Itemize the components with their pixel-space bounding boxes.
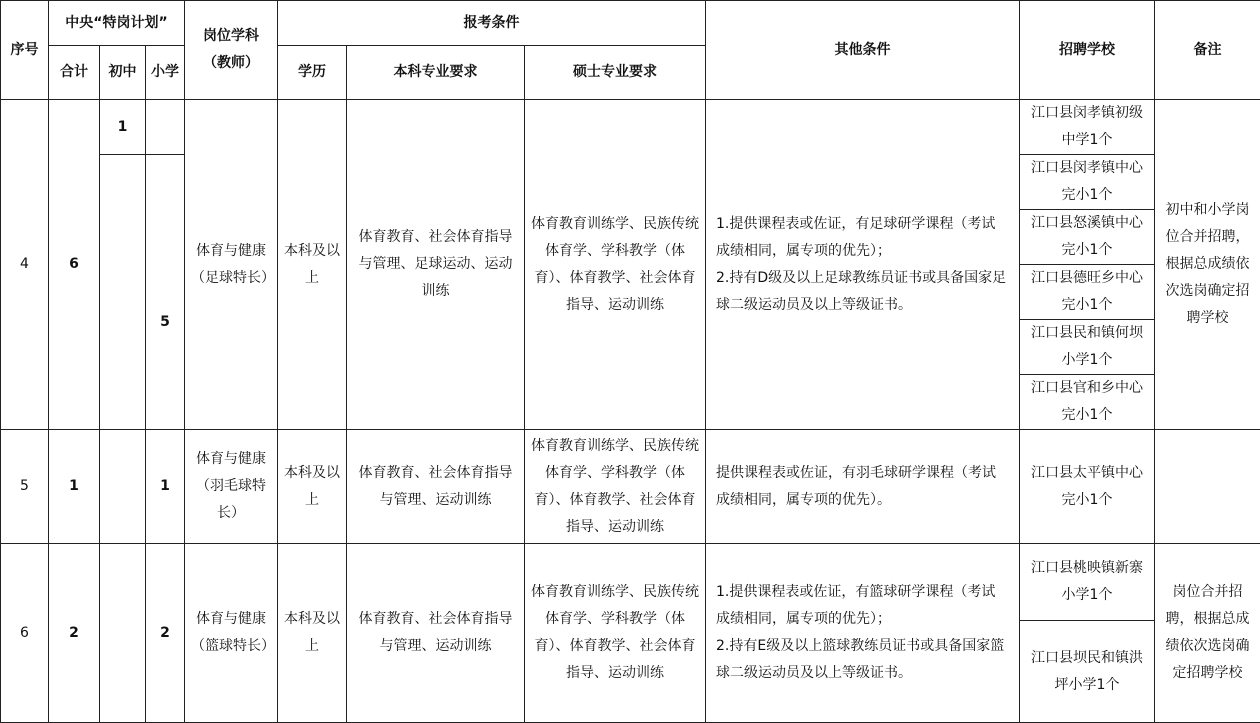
row-seq: 6 <box>1 544 49 723</box>
row-primary-empty <box>146 100 185 155</box>
row-junior: 1 <box>100 100 146 155</box>
row-seq: 5 <box>1 430 49 544</box>
school-cell: 江口县闵孝镇初级中学1个 <box>1020 100 1155 155</box>
row-education: 本科及以上 <box>278 544 347 723</box>
header-seq: 序号 <box>1 1 49 100</box>
row-total: 2 <box>49 544 100 723</box>
header-subject: 岗位学科（教师） <box>185 1 278 100</box>
row-junior-empty <box>100 155 146 430</box>
row-education: 本科及以上 <box>278 430 347 544</box>
row-master-major: 体育教育训练学、民族传统体育学、学科教学（体育）、体育教学、社会体育指导、运动训练 <box>525 430 706 544</box>
row-remarks: 岗位合并招聘，根据总成绩依次选岗确定招聘学校 <box>1155 544 1260 723</box>
row-other-conditions: 提供课程表或佐证，有羽毛球研学课程（考试成绩相同，属专项的优先）。 <box>706 430 1020 544</box>
row-bachelor-major: 体育教育、社会体育指导与管理、足球运动、运动训练 <box>347 100 525 430</box>
school-cell: 江口县民和镇何坝小学1个 <box>1020 320 1155 375</box>
row-junior <box>100 430 146 544</box>
row-subject: 体育与健康（足球特长） <box>185 100 278 430</box>
row-primary: 5 <box>146 155 185 430</box>
row-master-major: 体育教育训练学、民族传统体育学、学科教学（体育）、体育教学、社会体育指导、运动训练 <box>525 544 706 723</box>
header-remarks: 备注 <box>1155 1 1260 100</box>
row-other-conditions: 1.提供课程表或佐证，有篮球研学课程（考试成绩相同，属专项的优先）； 2.持有E级及以上篮球教练员证书或具备国家篮球二级运动员及以上等级证书。 <box>706 544 1020 723</box>
row-junior <box>100 544 146 723</box>
row-primary: 2 <box>146 544 185 723</box>
row-remarks <box>1155 430 1260 544</box>
row-total: 1 <box>49 430 100 544</box>
header-primary: 小学 <box>146 46 185 100</box>
row-master-major: 体育教育训练学、民族传统体育学、学科教学（体育）、体育教学、社会体育指导、运动训练 <box>525 100 706 430</box>
row-seq: 4 <box>1 100 49 430</box>
header-other-conditions: 其他条件 <box>706 1 1020 100</box>
header-bachelor-major: 本科专业要求 <box>347 46 525 100</box>
header-schools: 招聘学校 <box>1020 1 1155 100</box>
school-cell: 江口县闵孝镇中心完小1个 <box>1020 155 1155 210</box>
row-bachelor-major: 体育教育、社会体育指导与管理、运动训练 <box>347 544 525 723</box>
school-cell: 江口县太平镇中心完小1个 <box>1020 430 1155 544</box>
header-central-plan: 中央“特岗计划” <box>49 1 185 46</box>
school-cell: 江口县桃映镇新寨小学1个 <box>1020 544 1155 621</box>
row-subject: 体育与健康（羽毛球特长） <box>185 430 278 544</box>
row-primary: 1 <box>146 430 185 544</box>
school-cell: 江口县坝民和镇洪坪小学1个 <box>1020 621 1155 723</box>
row-education: 本科及以上 <box>278 100 347 430</box>
header-total: 合计 <box>49 46 100 100</box>
header-master-major: 硕士专业要求 <box>525 46 706 100</box>
row-subject: 体育与健康（篮球特长） <box>185 544 278 723</box>
header-conditions: 报考条件 <box>278 1 706 46</box>
school-cell: 江口县官和乡中心完小1个 <box>1020 375 1155 430</box>
row-total: 6 <box>49 100 100 430</box>
school-cell: 江口县怒溪镇中心完小1个 <box>1020 210 1155 265</box>
row-remarks: 初中和小学岗位合并招聘，根据总成绩依次选岗确定招聘学校 <box>1155 100 1260 430</box>
row-bachelor-major: 体育教育、社会体育指导与管理、运动训练 <box>347 430 525 544</box>
header-junior: 初中 <box>100 46 146 100</box>
row-other-conditions: 1.提供课程表或佐证，有足球研学课程（考试成绩相同，属专项的优先）； 2.持有D级及以上足球教练员证书或具备国家足球二级运动员及以上等级证书。 <box>706 100 1020 430</box>
header-education: 学历 <box>278 46 347 100</box>
school-cell: 江口县德旺乡中心完小1个 <box>1020 265 1155 320</box>
